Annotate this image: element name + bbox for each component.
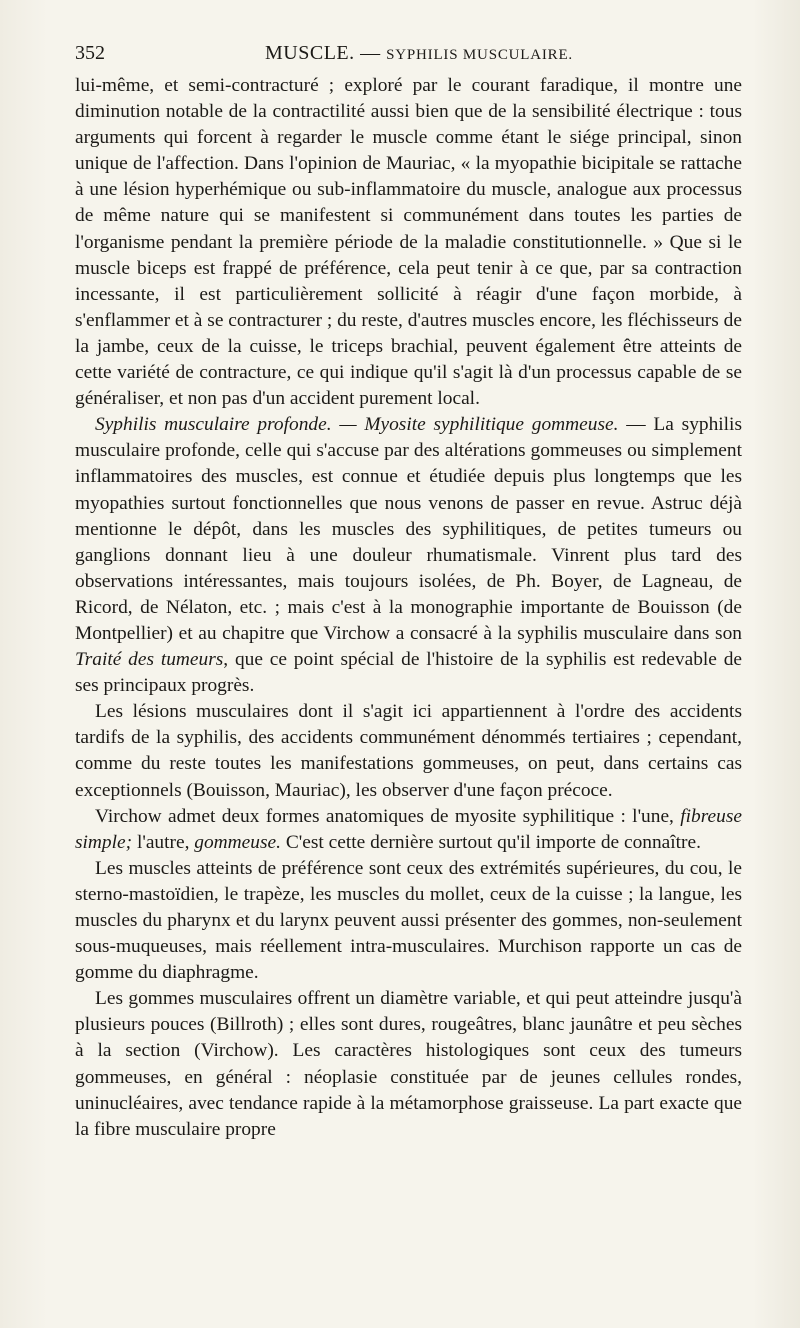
paragraph-text: Les gommes musculaires offrent un diamètre variable, et qui peut atteindre jusqu'à plusieurs pouces (Billroth) ; elles sont dures, rougeâtres, blanc jaunâtre et peu sèches à la section (Virchow). Les caractères histologiques sont ceux des tumeurs gommeuses, en général : néoplasie constituée par de jeunes cellules rondes, uninucléaires, avec tendance rapide à la métamorphose graisseuse. La part exacte que la fibre musculaire propre — [75, 988, 742, 1140]
paragraph-3 — [75, 699, 742, 803]
header-subtitle: SYPHILIS MUSCULAIRE. — [386, 47, 573, 63]
term-italic: gommeuse. — [194, 831, 281, 853]
paragraph-5 — [75, 856, 742, 986]
running-header — [75, 42, 740, 70]
paragraph-text: C'est cette dernière surtout qu'il importe de connaître. — [280, 831, 701, 853]
body-text — [75, 73, 742, 1143]
paragraph-2 — [75, 412, 742, 699]
paragraph-6 — [75, 986, 742, 1143]
paragraph-1 — [75, 73, 742, 412]
book-title-italic: Traité des tumeurs — [75, 649, 224, 671]
paragraph-text: — La syphilis musculaire profonde, celle qui s'accuse par des altérations gommeuses ou simplement inflammatoires des muscles, est connue et étudiée depuis plus longtemps que les myopathies surtout fonctionnelles que nous venons de passer en revue. Astruc déjà mentionne le dépôt, dans les muscles des syphilitiques, de petites tumeurs ou ganglions donnant lieu à une douleur rhumatismale. Vinrent plus tard des observations intéressantes, mais toujours isolées, de Ph. Boyer, de Lagneau, de Ricord, de Nélaton, etc. ; mais c'est à la monographie importante de Bouisson (de Montpellier) et au chapitre que Virchow a consacré à la syphilis musculaire dans son — [75, 414, 742, 644]
paragraph-text: Virchow admet deux formes anatomiques de myosite syphilitique : l'une, — [95, 805, 681, 827]
running-title — [265, 42, 573, 65]
header-separator: — — [354, 42, 387, 64]
header-title: MUSCLE. — [265, 42, 355, 64]
paragraph-text: lui-même, et semi-contracturé ; exploré par le courant faradique, il montre une diminution notable de la contractilité aussi bien que de la sensibilité électrique : tous arguments qui forcent à regarder le muscle comme étant le siége principal, sinon unique de l'affection. Dans l'opinion de Mauriac, « la myopathie bicipitale se rattache à une lésion hyperhémique ou sub-inflammatoire du muscle, analogue aux processus de même nature qui se manifestent si communément dans toutes les parties de l'organisme pendant la première période de la maladie constitutionnelle. » Que si le muscle biceps est frappé de préférence, cela peut tenir à ce que, par sa contraction incessante, il est particulièrement sollicité à réagir d'une façon morbide, à s'enflammer et à se contracturer ; du reste, d'autres muscles encore, les fléchisseurs de la jambe, ceux de la cuisse, le triceps brachial, peuvent également être atteints de cette variété de contracture, ce qui indique qu'il s'agit là d'un processus capable de se généraliser, et non pas d'un accident purement local. — [75, 75, 742, 410]
page-number: 352 — [75, 42, 105, 64]
paragraph-text: Les lésions musculaires dont il s'agit ici appartiennent à l'ordre des accidents tardifs de la syphilis, des accidents communément dénommés tertiaires ; cependant, comme du reste toutes les manifestations gommeuses, on peut, dans certains cas exceptionnels (Bouisson, Mauriac), les observer d'une façon précoce. — [75, 701, 742, 801]
paragraph-text: , que ce point spécial de l'histoire de la syphilis est redevable de ses principaux progrès. — [75, 649, 743, 697]
section-heading-italic: Syphilis musculaire profonde. — Myosite syphilitique gommeuse. — [95, 414, 619, 436]
term-italic: fibreuse simple; — [75, 805, 742, 853]
paragraph-text: l'autre, — [132, 831, 195, 853]
paragraph-text: Les muscles atteints de préférence sont ceux des extrémités supérieures, du cou, le sterno-mastoïdien, le trapèze, les muscles du mollet, ceux de la cuisse ; la langue, les muscles du pharynx et du larynx peuvent aussi présenter des gommes, non-seulement sous-muqueuses, mais réellement intra-musculaires. Murchison rapporte un cas de gomme du diaphragme. — [75, 857, 742, 984]
paragraph-4 — [75, 804, 742, 856]
